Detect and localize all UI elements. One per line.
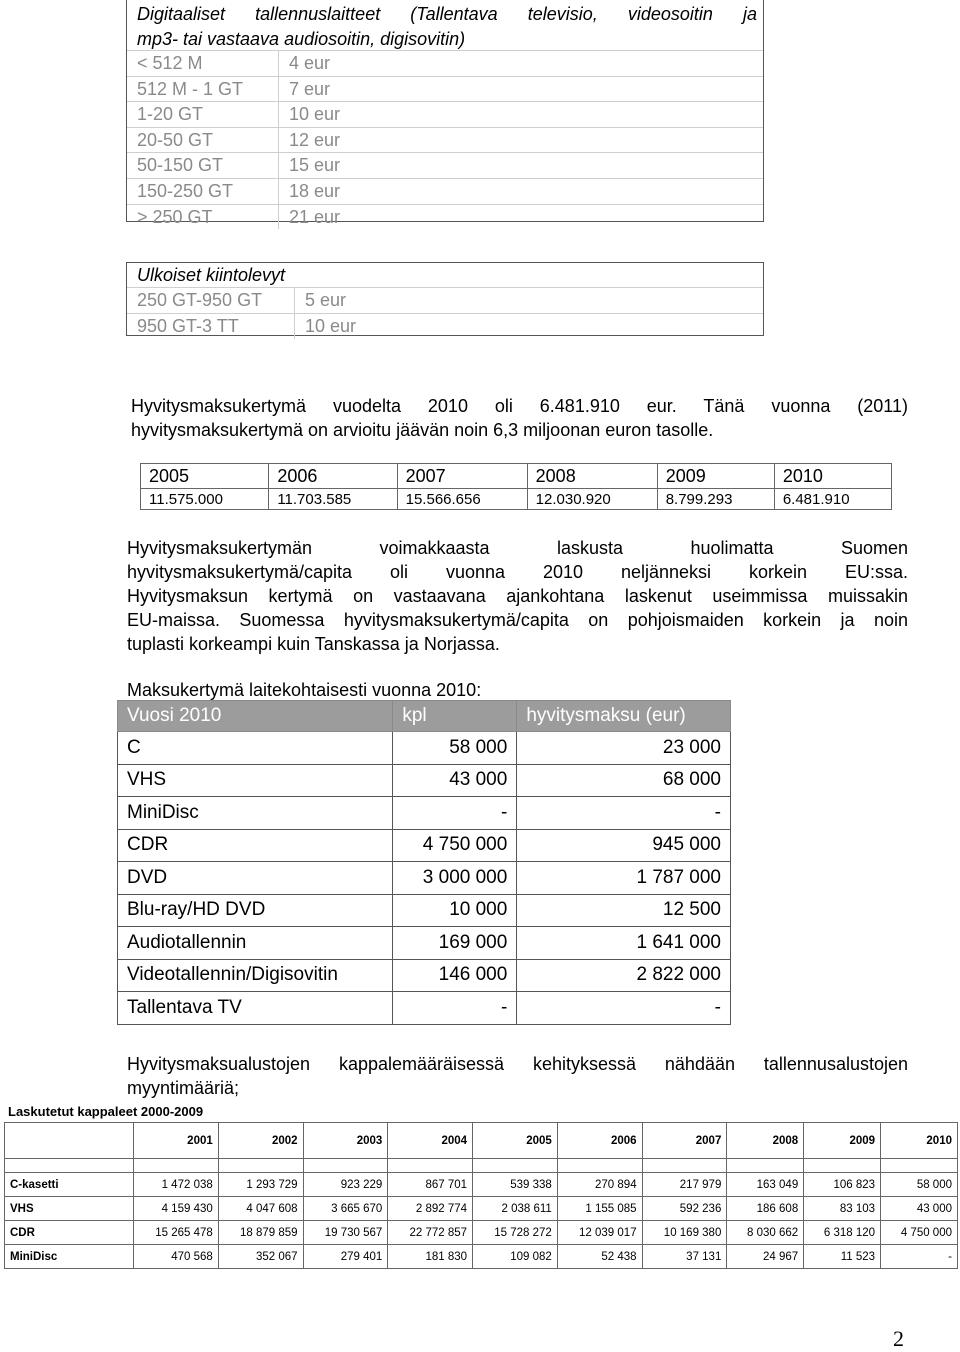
fee-amount-cell: - <box>517 992 731 1025</box>
year-header-cell: 2006 <box>557 1123 642 1159</box>
unit-count-cell: 4 159 430 <box>134 1197 219 1221</box>
yearly-accrual-table <box>140 463 892 510</box>
device-fee-table <box>117 700 731 1025</box>
storage-size-cell: 512 M - 1 GT <box>127 77 279 102</box>
unit-count-cell: 186 608 <box>727 1197 804 1221</box>
device-name-cell: Videotallennin/Digisovitin <box>118 959 393 992</box>
accrual-paragraph <box>131 394 908 442</box>
year-header-cell: 2008 <box>727 1123 804 1159</box>
table-row <box>5 1197 958 1221</box>
empty-cell <box>134 1159 219 1173</box>
sales-trend-paragraph <box>127 1052 908 1100</box>
table-row <box>5 1221 958 1245</box>
fee-row <box>127 152 763 178</box>
unit-count-cell: 169 000 <box>393 927 517 960</box>
accrual-value-cell: 8.799.293 <box>657 489 774 510</box>
unit-count-cell: 352 067 <box>218 1245 303 1269</box>
year-cell: 2010 <box>774 464 891 489</box>
unit-count-cell: 163 049 <box>727 1173 804 1197</box>
table-row <box>5 1173 958 1197</box>
fee-amount-cell: 1 787 000 <box>517 862 731 895</box>
fee-row <box>127 204 763 230</box>
unit-count-cell: 58 000 <box>393 732 517 765</box>
fee-amount-cell: 23 000 <box>517 732 731 765</box>
device-name-cell: Tallentava TV <box>118 992 393 1025</box>
unit-count-cell: 83 103 <box>804 1197 881 1221</box>
paragraph-line: Hyvitysmaksukertymä vuodelta 2010 oli 6.481.910 eur. Tänä vuonna (2011) <box>131 396 908 416</box>
table-row <box>118 894 731 927</box>
year-header-cell: 2010 <box>881 1123 958 1159</box>
unit-count-cell: 867 701 <box>388 1173 473 1197</box>
unit-count-cell: 12 039 017 <box>557 1221 642 1245</box>
recorders-title-line2: mp3- tai vastaava audiosoitin, digisovitin) <box>137 29 466 49</box>
accrual-value-cell: 11.575.000 <box>141 489 269 510</box>
accrual-value-cell: 15.566.656 <box>397 489 527 510</box>
storage-size-cell: 1-20 GT <box>127 102 279 127</box>
billed-units-caption: Laskutetut kappaleet 2000-2009 <box>8 1104 204 1119</box>
media-label-cell: C-kasetti <box>5 1173 134 1197</box>
table-header-row <box>118 701 731 732</box>
unit-count-cell: 4 750 000 <box>393 829 517 862</box>
unit-count-cell: 279 401 <box>303 1245 388 1269</box>
fee-amount-cell: 1 641 000 <box>517 927 731 960</box>
device-section-heading: Maksukertymä laitekohtaisesti vuonna 2010: <box>127 680 482 700</box>
year-header-cell: 2002 <box>218 1123 303 1159</box>
fee-row <box>127 50 763 76</box>
fee-row <box>127 127 763 153</box>
table-row <box>118 732 731 765</box>
fee-cell: 4 eur <box>289 53 331 73</box>
storage-size-cell: 50-150 GT <box>127 153 279 178</box>
media-label-cell: VHS <box>5 1197 134 1221</box>
table-row <box>141 489 892 510</box>
column-header: hyvitysmaksu (eur) <box>517 701 731 732</box>
unit-count-cell: 10 000 <box>393 894 517 927</box>
table-header-row <box>141 464 892 489</box>
fee-row <box>127 287 763 313</box>
unit-count-cell: 270 894 <box>557 1173 642 1197</box>
unit-count-cell: 1 155 085 <box>557 1197 642 1221</box>
year-header-cell: 2001 <box>134 1123 219 1159</box>
paragraph-line: Hyvitysmaksualustojen kappalemääräisessä kehityksessä nähdään tallennusalustojen <box>127 1054 908 1074</box>
year-header-cell: 2004 <box>388 1123 473 1159</box>
page-number: 2 <box>893 1326 904 1351</box>
unit-count-cell: - <box>881 1245 958 1269</box>
year-cell: 2008 <box>527 464 657 489</box>
unit-count-cell: 58 000 <box>881 1173 958 1197</box>
external-drives-fee-rows <box>127 287 763 339</box>
accrual-value-cell: 11.703.585 <box>269 489 397 510</box>
unit-count-cell: - <box>393 992 517 1025</box>
billed-units-table <box>4 1122 958 1269</box>
year-header-cell: 2007 <box>642 1123 727 1159</box>
fee-amount-cell: 945 000 <box>517 829 731 862</box>
media-label-cell: MiniDisc <box>5 1245 134 1269</box>
table-row <box>118 829 731 862</box>
device-name-cell: Blu-ray/HD DVD <box>118 894 393 927</box>
device-name-cell: Audiotallennin <box>118 927 393 960</box>
year-cell: 2005 <box>141 464 269 489</box>
unit-count-cell: 3 665 670 <box>303 1197 388 1221</box>
empty-cell <box>881 1159 958 1173</box>
paragraph-line: hyvitysmaksukertymä/capita oli vuonna 2010 neljänneksi korkein EU:ssa. <box>127 562 908 582</box>
fee-cell: 12 eur <box>289 129 341 150</box>
eu-comparison-paragraph <box>127 536 908 656</box>
year-cell: 2009 <box>657 464 774 489</box>
fee-row <box>127 313 763 339</box>
unit-count-cell: 3 000 000 <box>393 862 517 895</box>
paragraph-line: Hyvitysmaksukertymän voimakkaasta laskusta huolimatta Suomen <box>127 538 908 558</box>
table-row <box>118 927 731 960</box>
fee-amount-cell: 68 000 <box>517 764 731 797</box>
unit-count-cell: 146 000 <box>393 959 517 992</box>
unit-count-cell: 18 879 859 <box>218 1221 303 1245</box>
unit-count-cell: 181 830 <box>388 1245 473 1269</box>
storage-size-cell: 20-50 GT <box>127 128 279 153</box>
unit-count-cell: 8 030 662 <box>727 1221 804 1245</box>
unit-count-cell: 15 728 272 <box>473 1221 558 1245</box>
external-drives-title: Ulkoiset kiintolevyt <box>137 265 286 285</box>
paragraph-line: hyvitysmaksukertymä on arvioitu jäävän noin 6,3 miljoonan euron tasolle. <box>131 420 714 440</box>
storage-size-cell: 150-250 GT <box>127 179 279 204</box>
external-drives-fee-box <box>126 262 764 336</box>
fee-cell: 7 eur <box>289 78 331 99</box>
fee-amount-cell: 2 822 000 <box>517 959 731 992</box>
fee-cell: 10 eur <box>305 316 357 336</box>
table-row <box>118 797 731 830</box>
unit-count-cell: 539 338 <box>473 1173 558 1197</box>
unit-count-cell: 43 000 <box>881 1197 958 1221</box>
unit-count-cell: 217 979 <box>642 1173 727 1197</box>
empty-cell <box>218 1159 303 1173</box>
unit-count-cell: 470 568 <box>134 1245 219 1269</box>
unit-count-cell: 37 131 <box>642 1245 727 1269</box>
device-name-cell: C <box>118 732 393 765</box>
device-name-cell: DVD <box>118 862 393 895</box>
empty-cell <box>804 1159 881 1173</box>
table-header-row <box>5 1123 958 1159</box>
device-name-cell: VHS <box>118 764 393 797</box>
accrual-value-cell: 6.481.910 <box>774 489 891 510</box>
empty-cell <box>5 1159 134 1173</box>
year-header-cell: 2003 <box>303 1123 388 1159</box>
unit-count-cell: 11 523 <box>804 1245 881 1269</box>
unit-count-cell: 2 038 611 <box>473 1197 558 1221</box>
unit-count-cell: 109 082 <box>473 1245 558 1269</box>
fee-amount-cell: - <box>517 797 731 830</box>
unit-count-cell: 4 750 000 <box>881 1221 958 1245</box>
media-label-cell: CDR <box>5 1221 134 1245</box>
fee-cell: 18 eur <box>289 180 341 201</box>
storage-size-cell: 950 GT-3 TT <box>127 314 295 339</box>
year-header-cell: 2005 <box>473 1123 558 1159</box>
recorders-fee-rows <box>127 50 763 229</box>
fee-amount-cell: 12 500 <box>517 894 731 927</box>
year-header-cell: 2009 <box>804 1123 881 1159</box>
column-header: Vuosi 2010 <box>118 701 393 732</box>
unit-count-cell: 6 318 120 <box>804 1221 881 1245</box>
fee-row <box>127 178 763 204</box>
fee-cell: 15 eur <box>289 155 341 176</box>
table-row <box>5 1245 958 1269</box>
unit-count-cell: 15 265 478 <box>134 1221 219 1245</box>
unit-count-cell: - <box>393 797 517 830</box>
fee-cell: 5 eur <box>305 290 347 310</box>
storage-size-cell: > 250 GT <box>127 205 279 230</box>
empty-cell <box>473 1159 558 1173</box>
fee-cell: 10 eur <box>289 104 341 125</box>
unit-count-cell: 52 438 <box>557 1245 642 1269</box>
empty-cell <box>642 1159 727 1173</box>
unit-count-cell: 1 293 729 <box>218 1173 303 1197</box>
fee-row <box>127 76 763 102</box>
paragraph-line: Hyvitysmaksun kertymä on vastaavana ajankohtana laskenut useimmissa muissakin <box>127 586 908 606</box>
unit-count-cell: 10 169 380 <box>642 1221 727 1245</box>
recorders-title-line1: Digitaaliset tallennuslaitteet (Tallentava televisio, videosoitin ja <box>137 4 757 24</box>
paragraph-line: EU-maissa. Suomessa hyvitysmaksukertymä/capita on pohjoismaiden korkein ja noin <box>127 610 908 630</box>
device-name-cell: MiniDisc <box>118 797 393 830</box>
fee-cell: 21 eur <box>289 206 341 227</box>
unit-count-cell: 923 229 <box>303 1173 388 1197</box>
storage-size-cell: 250 GT-950 GT <box>127 288 295 313</box>
accrual-value-cell: 12.030.920 <box>527 489 657 510</box>
recorders-fee-box <box>126 0 764 227</box>
unit-count-cell: 43 000 <box>393 764 517 797</box>
storage-size-cell: < 512 M <box>127 51 279 76</box>
empty-cell <box>557 1159 642 1173</box>
unit-count-cell: 19 730 567 <box>303 1221 388 1245</box>
column-header: kpl <box>393 701 517 732</box>
unit-count-cell: 1 472 038 <box>134 1173 219 1197</box>
unit-count-cell: 106 823 <box>804 1173 881 1197</box>
year-cell: 2007 <box>397 464 527 489</box>
table-row <box>118 959 731 992</box>
empty-cell <box>727 1159 804 1173</box>
table-row <box>118 992 731 1025</box>
empty-cell <box>303 1159 388 1173</box>
paragraph-line: tuplasti korkeampi kuin Tanskassa ja Norjassa. <box>127 634 500 654</box>
spacer-row <box>5 1159 958 1173</box>
table-row <box>118 862 731 895</box>
table-row <box>118 764 731 797</box>
empty-cell <box>388 1159 473 1173</box>
corner-cell <box>5 1123 134 1159</box>
fee-row <box>127 101 763 127</box>
unit-count-cell: 22 772 857 <box>388 1221 473 1245</box>
year-cell: 2006 <box>269 464 397 489</box>
unit-count-cell: 4 047 608 <box>218 1197 303 1221</box>
unit-count-cell: 592 236 <box>642 1197 727 1221</box>
unit-count-cell: 24 967 <box>727 1245 804 1269</box>
device-name-cell: CDR <box>118 829 393 862</box>
paragraph-line: myyntimääriä; <box>127 1078 240 1098</box>
unit-count-cell: 2 892 774 <box>388 1197 473 1221</box>
